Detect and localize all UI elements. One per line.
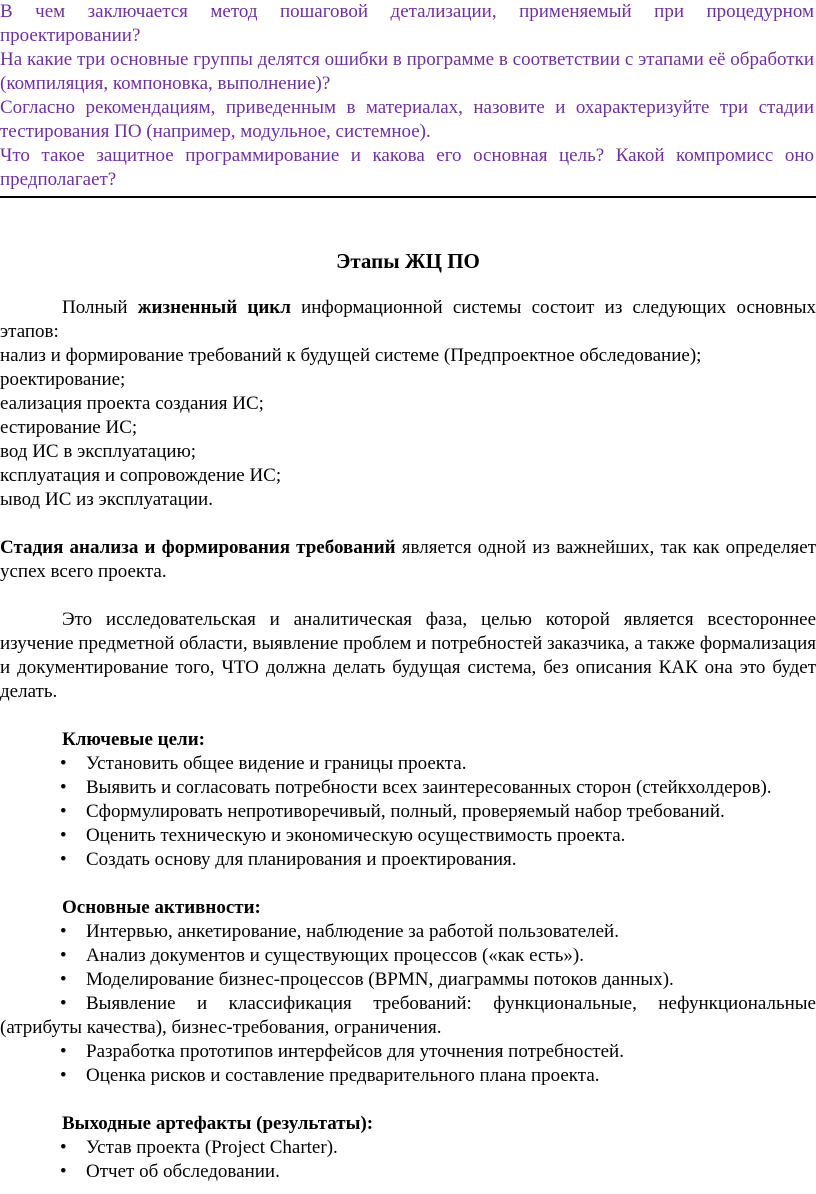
bullet-icon: •	[60, 993, 67, 1014]
bullet-icon: •	[60, 1137, 67, 1158]
document-body	[0, 296, 816, 1184]
artifacts-heading: Выходные артефакты (результаты):	[62, 1113, 374, 1134]
bullet-icon: •	[60, 849, 67, 870]
bullet-icon: •	[60, 1065, 67, 1086]
stage-item: ывод ИС из эксплуатации.	[0, 489, 213, 510]
activity-item: • Моделирование бизнес-процессов (BPMN, диаграммы потоков данных).	[60, 969, 674, 990]
bullet-icon: •	[60, 921, 67, 942]
activities-heading: Основные активности:	[62, 897, 261, 918]
artifact-item: • Устав проекта (Project Charter).	[60, 1137, 338, 1158]
question-1: В чем заключается метод пошаговой детализации, применяемый при процедурном проектировании?	[0, 1, 814, 46]
goals-heading: Ключевые цели:	[62, 729, 205, 750]
bullet-icon: •	[60, 753, 67, 774]
page-title: Этапы ЖЦ ПО	[336, 249, 480, 273]
bullet-icon: •	[60, 945, 67, 966]
bullet-icon: •	[60, 1041, 67, 1062]
bullet-icon: •	[60, 777, 67, 798]
stage-item: роектирование;	[0, 369, 126, 390]
activity-item: • Интервью, анкетирование, наблюдение за работой пользователей.	[60, 921, 619, 942]
bullet-icon: •	[60, 801, 67, 822]
goal-item: • Выявить и согласовать потребности всех заинтересованных сторон (стейкхолдеров).	[60, 777, 772, 798]
intro-paragraph: Полный жизненный цикл информационной системы состоит из следующих основных этапов:	[0, 297, 816, 342]
goal-item: • Сформулировать непротиворечивый, полный, проверяемый набор требований.	[60, 801, 725, 822]
goal-item: • Создать основу для планирования и проектирования.	[60, 849, 517, 870]
stage-item: вод ИС в эксплуатацию;	[0, 441, 197, 462]
activity-item: • Разработка прототипов интерфейсов для уточнения потребностей.	[60, 1041, 624, 1062]
stage-item: нализ и формирование требований к будущей системе (Предпроектное обследование);	[0, 345, 702, 366]
bullet-icon: •	[60, 825, 67, 846]
activity-item: • Анализ документов и существующих процессов («как есть»).	[60, 945, 585, 966]
stage-paragraph: Стадия анализа и формирования требований является одной из важнейших, так как определяет успех всего проекта.	[0, 537, 816, 582]
activity-item: • Оценка рисков и составление предварительного плана проекта.	[60, 1065, 600, 1086]
goal-item: • Оценить техническую и экономическую осуществимость проекта.	[60, 825, 626, 846]
question-3: Согласно рекомендациям, приведенным в материалах, назовите и охарактеризуйте три стадии тестирования ПО (например, модульное, системное).	[0, 97, 814, 142]
phase-paragraph: Это исследовательская и аналитическая фаза, целью которой является всестороннее изучение предметной области, выявление проблем и потребностей заказчика, а также формализация и документирование того, ЧТО должна делать будущая система, без описания КАК она это будет делать.	[0, 609, 816, 702]
question-2: На какие три основные группы делятся ошибки в программе в соответствии с этапами её обработки (компиляция, компоновка, выполнение)?	[0, 49, 814, 94]
goal-item: • Установить общее видение и границы проекта.	[60, 753, 467, 774]
bullet-icon: •	[60, 1161, 67, 1182]
stage-bold-term: Стадия анализа и формирования требований	[0, 537, 396, 558]
question-4: Что такое защитное программирование и какова его основная цель? Какой компромисс оно предполагает?	[0, 145, 814, 190]
stage-item: ксплуатация и сопровождение ИС;	[0, 465, 282, 486]
stage-item: естирование ИС;	[0, 417, 138, 438]
activity-item: • Выявление и классификация требований: функциональные, нефункциональные (атрибуты качества), бизнес-требования, ограничения.	[0, 993, 816, 1038]
intro-bold-term: жизненный цикл	[137, 297, 291, 318]
stage-item: еализация проекта создания ИС;	[0, 393, 264, 414]
question-list	[0, 0, 816, 192]
artifact-item: • Отчет об обследовании.	[60, 1161, 280, 1182]
divider-line	[0, 196, 816, 198]
bullet-icon: •	[60, 969, 67, 990]
